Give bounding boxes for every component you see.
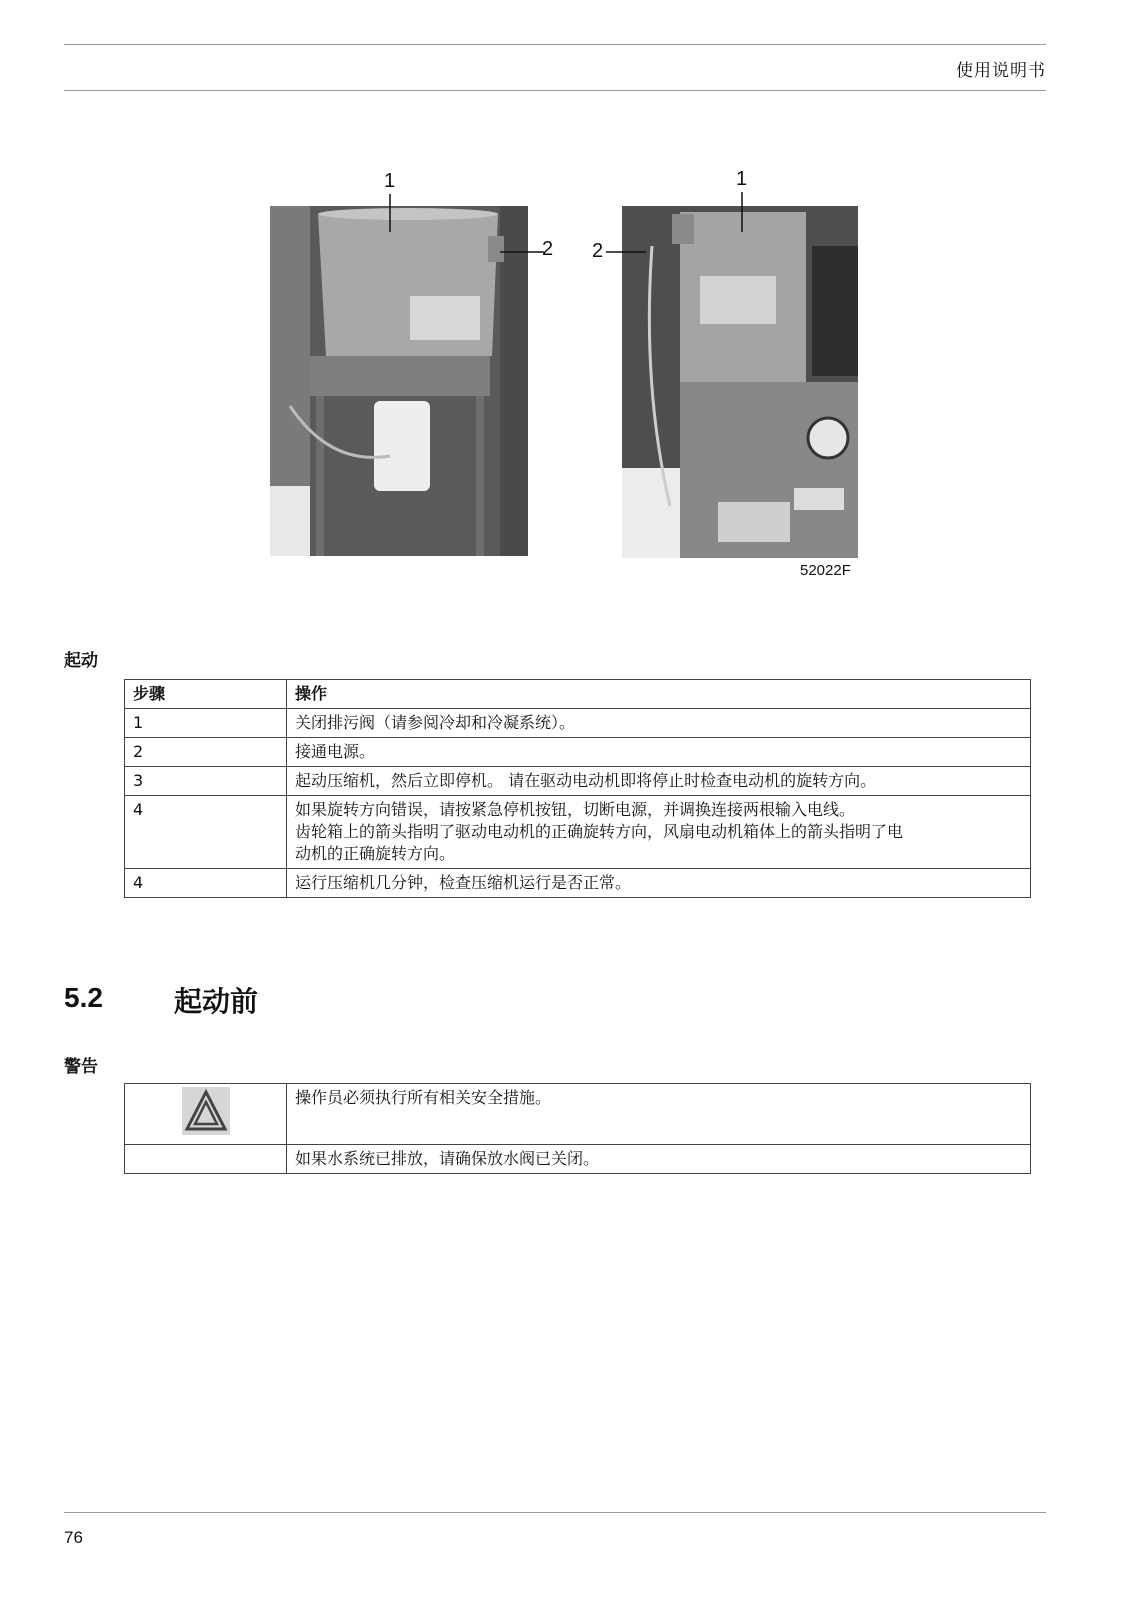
equipment-figure bbox=[270, 170, 890, 600]
step-text bbox=[287, 869, 1031, 898]
callout-right-1-leader bbox=[740, 192, 744, 232]
section-title: 起动前 bbox=[174, 985, 259, 1018]
warning-table bbox=[124, 1083, 1031, 1174]
step-text-line: 如果旋转方向错误，请按紧急停机按钮，切断电源，并调换连接两根输入电线。 bbox=[295, 800, 856, 819]
step-number: 1 bbox=[125, 709, 287, 738]
table-row bbox=[125, 767, 1031, 796]
left-photo bbox=[270, 206, 528, 556]
step-text-line: 接通电源。 bbox=[295, 742, 376, 761]
section-number: 5.2 bbox=[64, 982, 103, 1013]
right-photo-drawing bbox=[622, 206, 858, 558]
warning-text: 操作员必须执行所有相关安全措施。 bbox=[287, 1084, 1031, 1145]
callout-left-2: 2 bbox=[542, 238, 554, 260]
step-number: 4 bbox=[125, 869, 287, 898]
header-top-rule bbox=[64, 44, 1046, 45]
left-photo-drawing bbox=[270, 206, 528, 556]
step-number: 2 bbox=[125, 738, 287, 767]
figure-code: 52022F bbox=[800, 562, 851, 579]
table-row bbox=[125, 738, 1031, 767]
page-number: 76 bbox=[64, 1528, 83, 1547]
table-row bbox=[125, 1084, 1031, 1145]
callout-right-2-leader bbox=[606, 250, 646, 254]
warning-label: 警告 bbox=[64, 1057, 98, 1077]
empty-cell bbox=[125, 1145, 287, 1174]
right-photo bbox=[622, 206, 858, 558]
callout-left-1-leader bbox=[388, 194, 392, 232]
table-header-row bbox=[125, 680, 1031, 709]
table-row bbox=[125, 796, 1031, 869]
step-text-line: 齿轮箱上的箭头指明了驱动电动机的正确旋转方向，风扇电动机箱体上的箭头指明了电 bbox=[295, 822, 904, 841]
callout-right-1: 1 bbox=[736, 168, 748, 190]
table-row bbox=[125, 869, 1031, 898]
warning-icon-cell bbox=[125, 1084, 287, 1145]
start-steps-table bbox=[124, 679, 1031, 898]
header-bottom-rule bbox=[64, 90, 1046, 91]
column-header-step: 步骤 bbox=[125, 680, 287, 709]
callout-left-2-leader bbox=[500, 250, 544, 254]
step-text-line: 动机的正确旋转方向。 bbox=[295, 844, 456, 863]
step-number: 4 bbox=[125, 796, 287, 869]
table-row bbox=[125, 1145, 1031, 1174]
step-text-line: 运行压缩机几分钟，检查压缩机运行是否正常。 bbox=[295, 873, 632, 892]
document-header-title: 使用说明书 bbox=[956, 61, 1046, 81]
step-text bbox=[287, 738, 1031, 767]
footer-rule bbox=[64, 1512, 1046, 1513]
warning-triangle-icon bbox=[182, 1087, 230, 1135]
column-header-operation: 操作 bbox=[287, 680, 1031, 709]
step-text-line: 关闭排污阀（请参阅冷却和冷凝系统）。 bbox=[295, 713, 576, 732]
table-row bbox=[125, 709, 1031, 738]
step-text bbox=[287, 767, 1031, 796]
start-section-label: 起动 bbox=[64, 651, 98, 671]
step-number: 3 bbox=[125, 767, 287, 796]
warning-text: 如果水系统已排放，请确保放水阀已关闭。 bbox=[287, 1145, 1031, 1174]
step-text-line: 起动压缩机，然后立即停机。 请在驱动电动机即将停止时检查电动机的旋转方向。 bbox=[295, 771, 877, 790]
step-text bbox=[287, 709, 1031, 738]
step-text bbox=[287, 796, 1031, 869]
callout-left-1: 1 bbox=[384, 170, 396, 192]
callout-right-2: 2 bbox=[592, 240, 604, 262]
